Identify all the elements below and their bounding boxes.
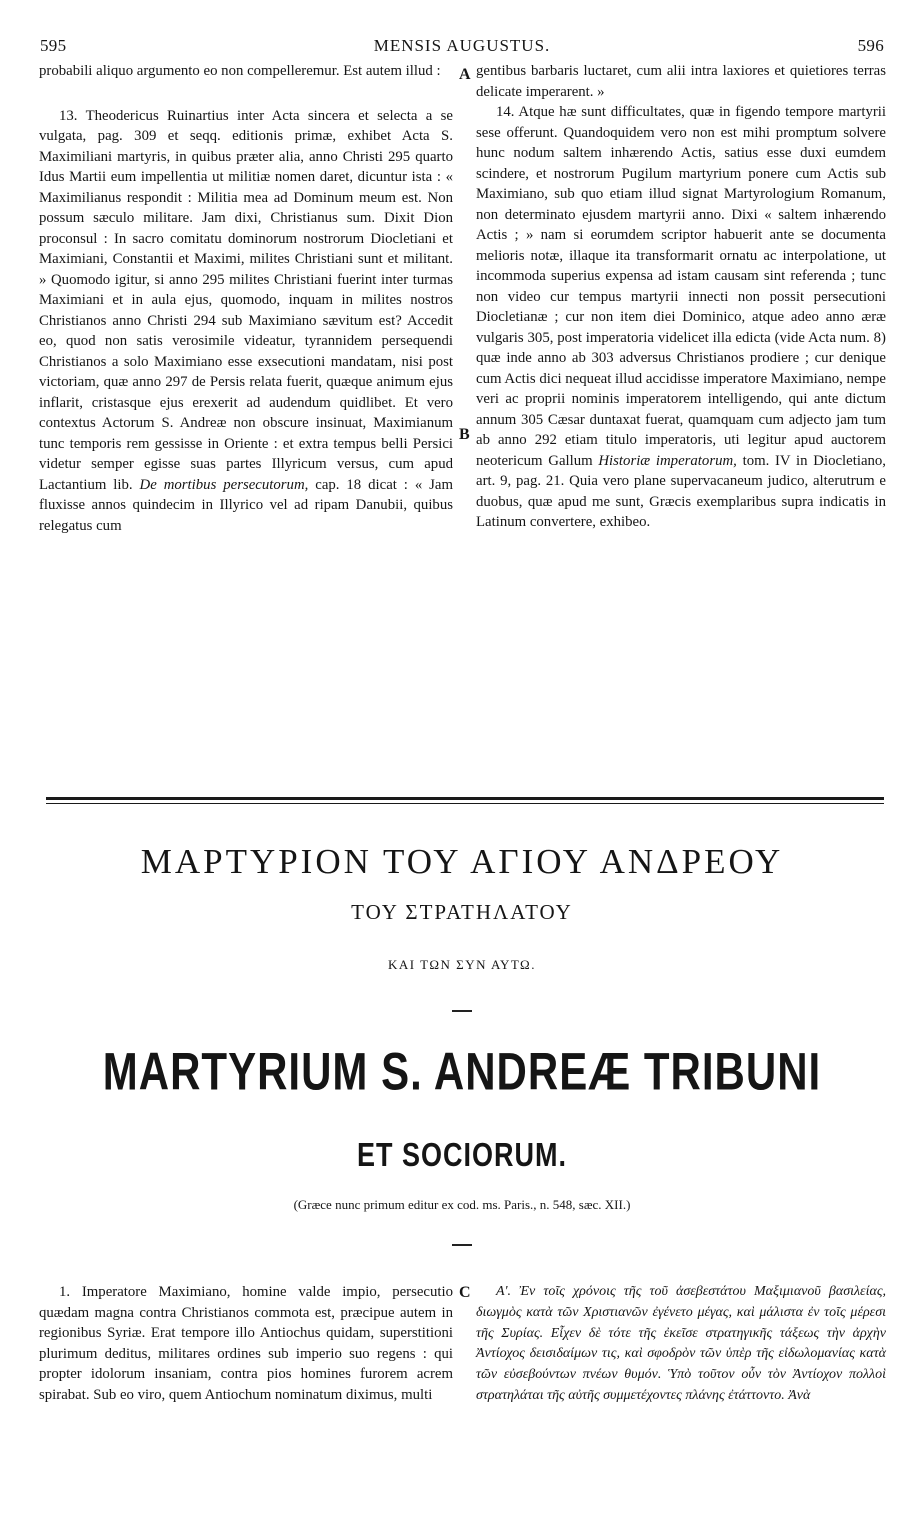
commentary-left-column bbox=[39, 61, 453, 536]
greek-paragraph-1: Α'. Ἐν τοῖς χρόνοις τῆς τοῦ ἀσεβεστάτου Μαξιμιανοῦ βασιλείας, διωγμὸς κατὰ τῶν Χριστιανῶν ἐγένετο μέγας, καὶ μάλιστα ἐν τοῖς μέρεσι τῆς Συρίας. Εἶχεν δὲ τότε τῆς ἐκεῖσε στρατηγικῆς τάξεως τὴν ἀρχὴν Ἀντίοχος δεισιδαίμων τις, καὶ σφοδρὸν τῶν ὑπὲρ τῆς εἰδωλομανίας κατὰ τῶν εὐσεβούντων πνέων θυμόν. Ὑπὸ τοῦτον οὖν τὸν Ἀντίοχον πολλοὶ στρατηλάται τῆς αὐτῆς συμμετέχοντες πλάνης ἐτάττοντο. Ἀνὰ bbox=[476, 1284, 886, 1403]
section-rule-thin bbox=[46, 803, 884, 804]
greek-title: ΜΑΡΤΥΡΙΟΝ ΤΟΥ ΑΓΙΟΥ ΑΝΔΡΕΟΥ bbox=[140, 842, 784, 881]
greek-text-column bbox=[476, 1282, 886, 1407]
margin-letter-c: C bbox=[459, 1284, 471, 1301]
margin-letter-b: B bbox=[459, 426, 470, 443]
paragraph-continuation: probabili aliquo argumento eo non compelleremur. Est autem illud : bbox=[39, 63, 441, 79]
book-title-italic: De mortibus persecutorum, bbox=[139, 476, 309, 493]
paragraph-14-text: 14. Atque hæ sunt difficultates, quæ in figendo tempore martyrii sese offerunt. Quandoquidem vero non est mihi promptum solvere hunc nodum saltem inhærendo Actis, satius esse duxi eumdem scindere, et nostrorum Pugilum martyrium ponere cum Actis sub Maximiano, sub quo etiam illud signat Martyrologium Romanum, non determinato ejusdem martyrii anno. Dixi « saltem inhærendo Actis ; » nam si eorumdem scriptor habuerit ante se documenta melioris notæ, illaque ita transformarit ornatu ac interpolatione, ut incommoda superius expensa ad istam causam sint referenda ; tunc non video cur tempus martyrii innecti non possit persecutioni Diocletianæ ; cur non item diei Dominico, atque adeo anno æræ vulgaris 305, post imperatoria videlicet illa edicta (vide Acta num. 8) quæ inde anno ab 303 adversus Christianos prodiere ; cur denique cum Actis dici nequeat illud accidisse imperatore Maximiano, nempe veri ac proprii nominis imperatorem intelligendo, qui ante dictum annum 305 Cæsar duntaxat fuerat, quamquam cum adjecto jam tum ab anno 292 etiam titulo imperatoris, uti legitur apud auctorem neotericum Gallum bbox=[476, 104, 886, 469]
note-separator-dash bbox=[452, 1244, 472, 1246]
greek-subtitle-small: ΚΑΙ ΤΩΝ ΣΥΝ ΑΥΤΩ. bbox=[388, 957, 536, 972]
commentary-right-column bbox=[476, 61, 886, 533]
latin-title: MARTYRIUM S. ANDREÆ TRIBUNI bbox=[102, 1042, 822, 1101]
paragraph-13-text: 13. Theodericus Ruinartius inter Acta sincera et selecta a se vulgata, pag. 309 et seqq. editionis primæ, exhibet Acta S. Maximiliani martyris, in quibus præter alia, anno Christi 295 quarto Idus Martii eum impellentia ut militiæ nomen daret, dicuntur ista : « Maximilianus respondit : Militia mea ad Dominum meum est. Non possum sæculo militare. Jam dixi, Christianus sum. Dixit Dion proconsul : In sacro comitatu dominorum nostrorum Diocletiani et Maximiani, Constantii et Maximi, milites Christiani sunt et militant. » Quomodo igitur, si anno 295 milites Christiani fuerint inter turmas Maximiani et in aula ejus, quomodo, inquam in milites nostros Christianos anno Christi 294 sub Maximiano sævitum est? Accedit eo, quod non satis verosimile videatur, tyrannidem persequendi Christianos a solo Maximiano esse exsecutioni mandatam, nisi post victoriam, quæ anno 297 de Persis relata fuerit, quæque animum ejus inflarit, cristasque ejus erexerit ad audendum quidlibet. Et vero contextus Actorum S. Andreæ non obscure insinuat, Maximianum tunc temporis rem gessisse in Oriente : et extra tempus belli Persici videtur semper egisse suas partes Illyricum versus, cum apud Lactantium lib. bbox=[39, 107, 453, 493]
paragraph-14 bbox=[476, 102, 886, 533]
page-number-right: 596 bbox=[857, 36, 884, 55]
work-title-italic: Historiæ imperatorum, bbox=[598, 452, 737, 469]
page-number-left: 595 bbox=[40, 36, 67, 55]
paragraph-14-end: tom. IV in Diocletiano, art. 9, pag. 21. Quia vero plane supervacaneum judico, alterutrum e duobus, quæ apud me sunt, Græcis exemplaribus supra indicatis in Latinum convertere, exhibeo. bbox=[476, 452, 887, 530]
paragraph-continuation-right: gentibus barbaris luctaret, cum alii intra laxiores et quietiores terras delicate imperarent. » bbox=[476, 63, 886, 100]
running-title: MENSIS AUGUSTUS. bbox=[373, 36, 551, 55]
paragraph-13 bbox=[39, 106, 453, 537]
edition-note: (Græce nunc primum editur ex cod. ms. Paris., n. 548, sæc. XII.) bbox=[293, 1197, 631, 1212]
greek-subtitle: ΤΟΥ ΣΤΡΑΤΗΛΑΤΟΥ bbox=[351, 900, 573, 924]
paragraph-13-end: cap. 18 dicat : « Jam fluxisse annos quindecim in Illyrico vel ad ripam Danubii, quibus relegatus cum bbox=[39, 476, 453, 534]
latin-paragraph-1: 1. Imperatore Maximiano, homine valde impio, persecutio quædam magna contra Christianos commota est, præcipue autem in regionibus Syriæ. Erat tempore illo Antiochus quidam, superstitioni plurimum deditus, militares ordines sub imperio suo regens : qui propter idolorum insaniam, contra pios homines furorem acrem spirabat. Sub eo viro, quem Antiochum nominatum diximus, multi bbox=[39, 1284, 453, 1403]
latin-subtitle: ET SOCIORUM. bbox=[356, 1136, 567, 1174]
section-rule-thick bbox=[46, 797, 884, 800]
title-separator-dash bbox=[452, 1010, 472, 1012]
margin-letter-a: A bbox=[459, 66, 471, 83]
latin-text-column bbox=[39, 1282, 453, 1405]
